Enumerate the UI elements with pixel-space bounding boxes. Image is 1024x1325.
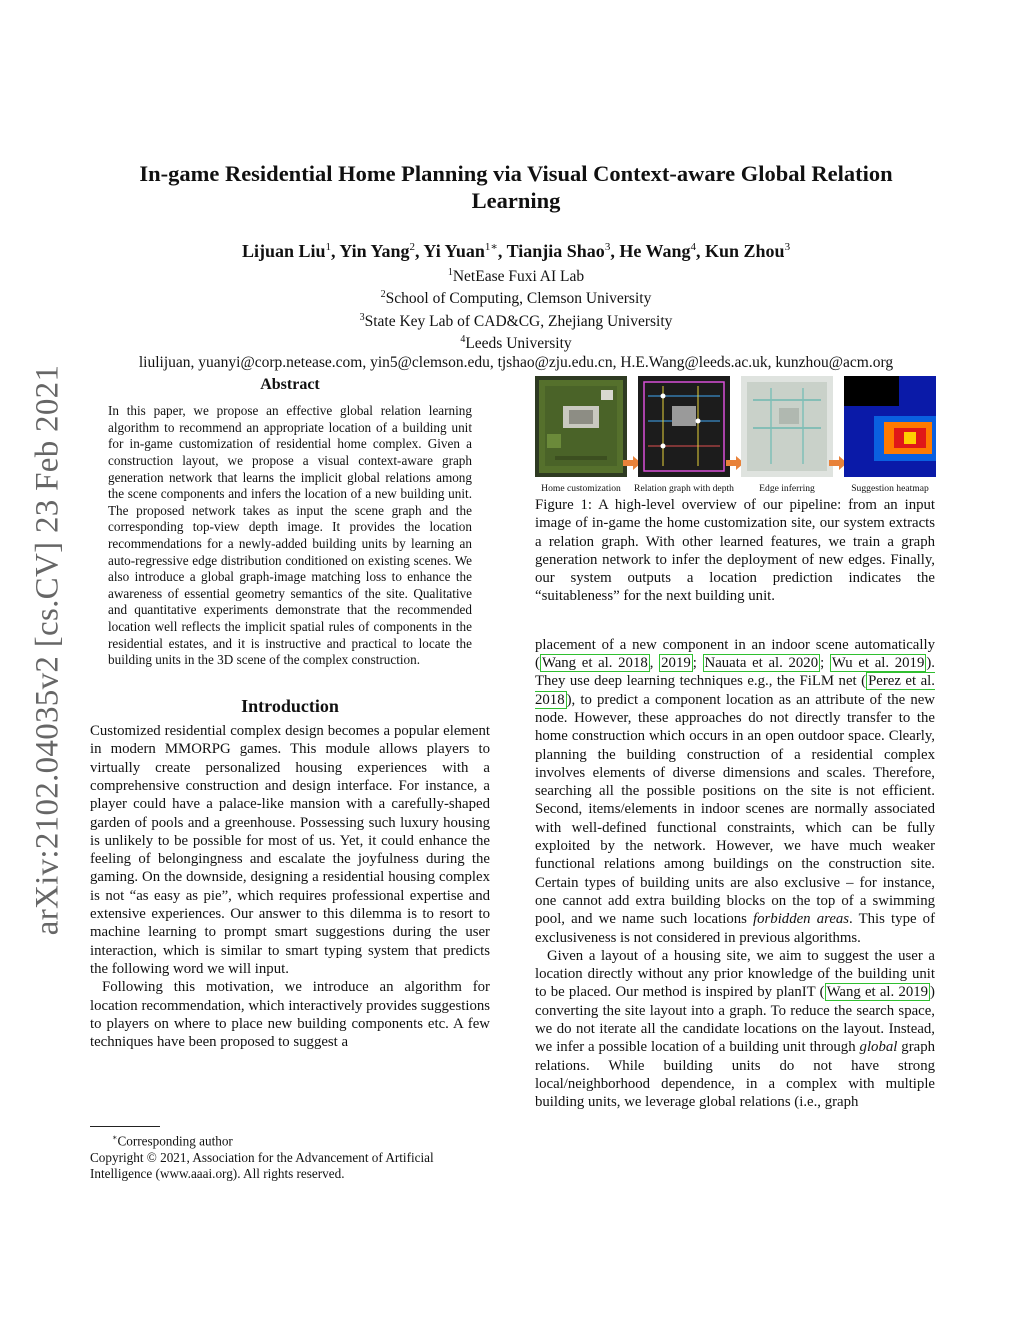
- panel-label: Suggestion heatmap: [851, 483, 929, 494]
- citation-link[interactable]: Nauata et al. 2020: [704, 655, 819, 672]
- intro-paragraph: Customized residential complex design becomes a popular element in modern MMORPG games. This module allows players to virtually create personalized housing experiences with a comprehensive construction and design interface. For instance, a player could have a palace-like mansion with a carefully-shaped garden of pools and a greenhouse. Possessing such luxury housing is unlikely to be possible for most of us. Yet, it could enhance the feeling of belongingness and escalate the joyfulness during the gaming. On the downside, designing a residential housing complex is not “as easy as pie”, which requires professional expertise and extensive experiences. Our answer to this dilemma is to resort to machine learning to prompt smart suggestions during the user interaction, which is similar to smart typing system that predicts the following word we will input.: [90, 723, 490, 977]
- affiliation-line: $^1$NetEase Fuxi AI Lab: [447, 267, 585, 286]
- footnote: [90, 1126, 490, 1183]
- copyright-notice: Copyright © 2021, Association for the Advancement of Artificial Intelligence (www.aaai.org). All rights reserved.: [90, 1149, 434, 1182]
- panel-label: Relation graph with depth: [634, 483, 734, 494]
- affiliation-line: $^4$Leeds University: [460, 334, 572, 353]
- author-name: Yi Yuan: [423, 241, 485, 261]
- author-name: Lijuan Liu: [241, 241, 326, 261]
- author-affiliation-mark: 3: [784, 241, 791, 253]
- citation-link[interactable]: Perez et al. 2018: [535, 673, 935, 708]
- figure-1: [535, 372, 935, 496]
- author-affiliation-mark: 4: [690, 241, 696, 253]
- author-affiliation-mark: 1: [325, 241, 331, 253]
- suggestion-heatmap-image: [844, 376, 936, 477]
- edge-inferring-image: [741, 376, 833, 477]
- introduction-heading: Introduction: [241, 695, 339, 716]
- right-body: [535, 636, 935, 1112]
- footnote-rule: [90, 1126, 160, 1127]
- left-column: [90, 376, 490, 1051]
- affiliation-line: $^2$School of Computing, Clemson University: [380, 289, 652, 308]
- body-paragraph: Given a layout of a housing site, we aim to suggest the user a location directly without any prior knowledge of the building unit to be placed. Our method is inspired by planIT ( Wang et al. 2019 ) converting the site layout into a graph. To reduce the search space, we do not iterate all the candidate locations on the layout. Instead, we infer a possible location of a building unit through global graph relations. While building units do not have strong local/neighborhood dependence, in a complex with multiple building units, we leverage global relations (i.e., graph: [535, 947, 936, 1111]
- arxiv-identifier: [20, 355, 76, 945]
- intro-paragraph: Following this motivation, we introduce an algorithm for location recommendation, which interactively provides suggestions to players on where to place new building components etc. A few techniques have been proposed to suggest a: [90, 979, 490, 1051]
- citation-link[interactable]: Wu et al. 2019: [831, 655, 925, 672]
- author-name: Tianjia Shao: [506, 241, 605, 261]
- author-list: Lijuan Liu$^1$, Yin Yang$^2$, Yi Yuan$^{1∗}$, Tianjia Shao$^3$, He Wang$^4$, Kun Zhou$^3$: [241, 241, 791, 261]
- author-affiliation-mark: 2: [409, 241, 416, 253]
- footnote-corresponding: ∗Corresponding author: [112, 1133, 233, 1149]
- paper-title: In-game Residential Home Planning via Visual Context-aware Global Relation Learning: [139, 161, 893, 213]
- citation-link[interactable]: Wang et al. 2018: [541, 655, 648, 672]
- affiliation-line: $^3$State Key Lab of CAD&CG, Zhejiang University: [359, 311, 673, 331]
- relation-graph-image: [638, 376, 730, 477]
- home-customization-image: [535, 376, 627, 477]
- panel-label: Home customization: [541, 483, 621, 494]
- figure-caption: Figure 1: A high-level overview of our pipeline: from an input image of in-game the home customization site, our system extracts a relation graph. With other learned features, we train a graph generation network to infer the deployment of new edges. Finally, our system outputs a location prediction indicates the “suitableness” for the next building unit.: [535, 497, 935, 605]
- author-affiliation-mark: 1∗: [484, 241, 498, 253]
- citation-link[interactable]: 2019: [661, 655, 691, 672]
- author-name: Kun Zhou: [705, 241, 785, 261]
- author-emails: liulijuan, yuanyi@corp.netease.com, yin5@clemson.edu, tjshao@zju.edu.cn, H.E.Wang@leeds.ac.uk, kunzhou@acm.org: [138, 353, 894, 371]
- abstract-text: In this paper, we propose an effective global relation learning algorithm to recommend an appropriate location of a building unit for in-game customization of residential home complex. Given a construction layout, we propose a visual context-aware graph generation network that learns the implicit global relations among the scene components and infers the location of a new building unit. The proposed network takes as input the scene graph and the corresponding top-view depth image. It provides the location recommendations for a newly-added building units by learning an auto-regressive edge distribution conditioned on existing scenes. We also introduce a global graph-image matching loss to enhance the awareness of essential geometry semantics of the site. Qualitative and quantitative experiments demonstrate that the recommended location well reflects the implicit spatial rules of components in the residential estates, and it is instructive and practical to locate the building units in the 3D scene of the complex construction.: [108, 403, 472, 668]
- body-paragraph: placement of a new component in an indoor scene automatically ( Wang et al. 2018 , 2019 ; Nauata et al. 2020 ; Wu et al. 2019 ). They use deep learning techniques e.g., the FiLM net ( Perez et al. 2018 ), to predict a component location as an attribute of the new node. However, these approaches do not directly transfer to the home construction which occurs in an open outdoor space. Clearly, planning the building construction of a residential complex involves elements of diverse dimensions and scales. Therefore, searching all the possible positions on the site is not efficient. Second, items/elements in indoor scenes are normally associated with well-defined functional constraints, which can be fully exploited by the network. However, we have much weaker functional relations among buildings on the construction site. Certain types of building units are also exclusive – for instance, one cannot add extra building blocks on the top of a swimming pool, and we name such locations forbidden areas. This type of exclusiveness is not considered in previous algorithms.: [535, 636, 935, 946]
- author-affiliation-mark: 3: [604, 241, 611, 253]
- abstract-heading: Abstract: [260, 376, 320, 393]
- author-name: He Wang: [619, 241, 691, 261]
- panel-label: Edge inferring: [759, 483, 815, 494]
- citation-link[interactable]: Wang et al. 2019: [826, 984, 929, 1001]
- affiliation-list: [90, 264, 942, 372]
- arxiv-identifier-text: arXiv:2102.04035v2 [cs.CV] 23 Feb 2021: [29, 364, 66, 936]
- right-column: [535, 372, 935, 1112]
- author-name: Yin Yang: [339, 241, 410, 261]
